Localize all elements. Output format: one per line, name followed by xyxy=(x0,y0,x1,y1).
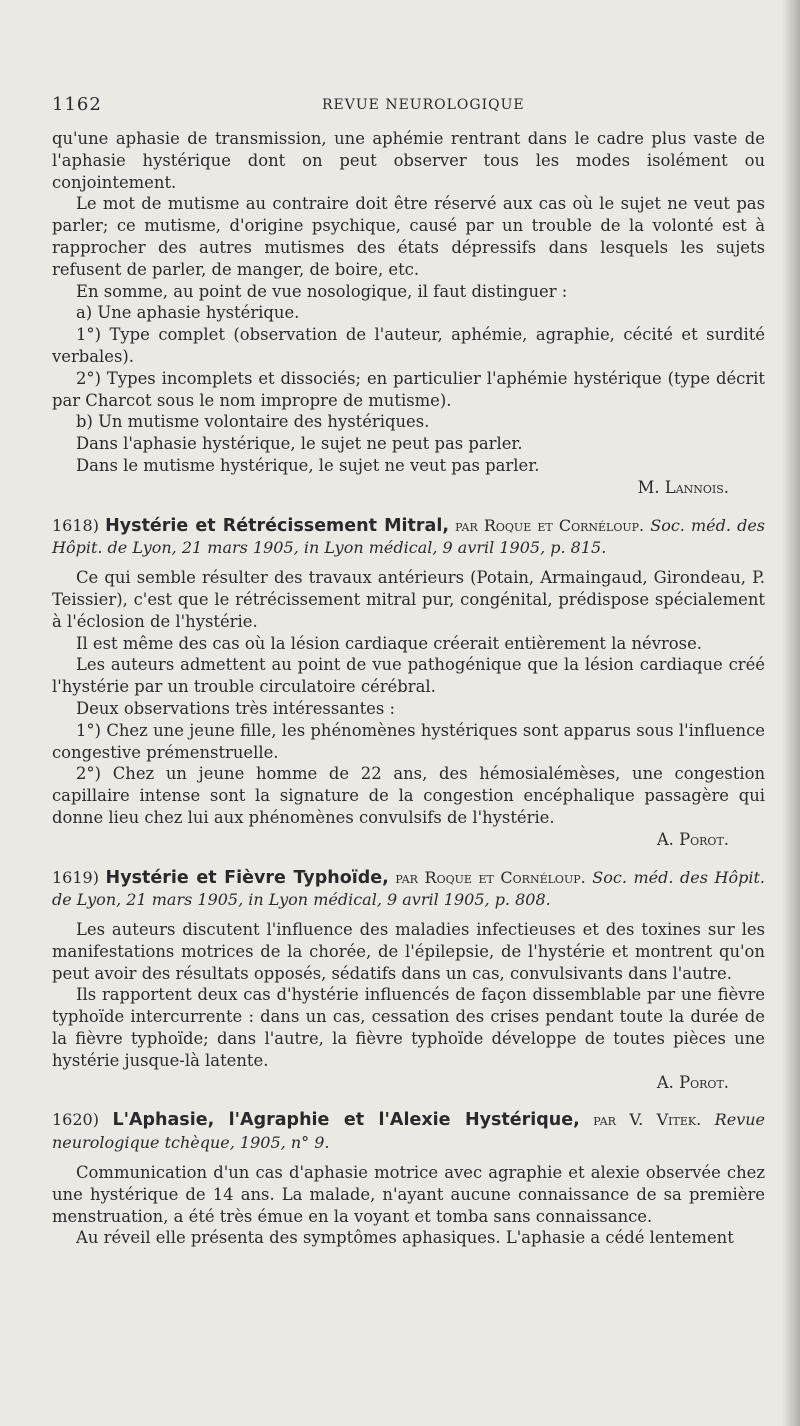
entry-paragraph: Les auteurs discutent l'influence des maladies infectieuses et des toxines sur les manifestations motrices de la chorée, de l'épilepsie, de l'hystérie et montrent qu'on peut avoir des résultats opposés, sédatifs dans un cas, convulsivants dans l'autre. xyxy=(52,920,765,983)
entry-source: Soc. méd. des Hôpit. de Lyon, 21 mars 1905, in Lyon médical, 9 avril 1905, p. 815. xyxy=(52,515,765,558)
page-edge-shadow xyxy=(782,0,800,1426)
entry-paragraph: Ce qui semble résulter des travaux antérieurs (Potain, Armaingaud, Girondeau, P. Teissier), c'est que le rétrécissement mitral pur, congénital, prédispose spécialement à l'éclosion de l'hystérie. xyxy=(52,568,765,631)
intro-paragraph: Le mot de mutisme au contraire doit être réservé aux cas où le sujet ne veut pas parler; ce mutisme, d'origine psychique, causé par un trouble de la volonté est à rapprocher des autres mutismes des états dépressifs dans lesquels les sujets refusent de parler, de manger, de boire, etc. xyxy=(52,194,765,279)
page-body xyxy=(52,128,765,1249)
intro-paragraph: 1°) Type complet (observation de l'auteur, aphémie, agraphie, cécité et surdité verbales). xyxy=(52,325,765,366)
entry-paragraph: Au réveil elle présenta des symptômes aphasiques. L'aphasie a cédé lentement xyxy=(76,1228,734,1248)
entry-title: Hystérie et Rétrécissement Mitral, xyxy=(105,515,449,536)
intro-paragraph: b) Un mutisme volontaire des hystériques. xyxy=(76,412,430,432)
entry-paragraph: Communication d'un cas d'aphasie motrice avec agraphie et alexie observée chez une hystérique de 14 ans. La malade, n'ayant aucune connaissance de sa première menstruation, a été très émue en la voyant et tomba sans connaissance. xyxy=(52,1163,765,1226)
entry-authors: par Roque et Cornéloup. xyxy=(455,515,645,535)
entry-paragraph: 2°) Chez un jeune homme de 22 ans, des hémosialémèses, une congestion capillaire intense sont la signature de la congestion encéphalique passagère qui donne lieu chez lui aux phénomènes convulsifs de l'hystérie. xyxy=(52,764,765,827)
intro-paragraph: a) Une aphasie hystérique. xyxy=(76,303,300,323)
entry-heading xyxy=(52,1109,765,1154)
entry-authors: par Roque et Cornéloup. xyxy=(395,867,586,887)
entry-number: 1619) xyxy=(52,867,99,887)
entry-paragraph: Deux observations très intéressantes : xyxy=(76,698,396,718)
page-header xyxy=(52,94,752,118)
entry-paragraph: 1°) Chez une jeune fille, les phénomènes hystériques sont apparus sous l'influence congestive prémenstruelle. xyxy=(52,720,765,762)
entry-authors: par V. Vitek. xyxy=(593,1110,702,1130)
page-number: 1162 xyxy=(52,94,102,115)
entry-heading xyxy=(52,867,765,912)
entry-title: Hystérie et Fièvre Typhoïde, xyxy=(105,867,389,888)
entry-heading xyxy=(52,515,765,560)
entry-paragraph: Il est même des cas où la lésion cardiaque créerait entièrement la névrose. xyxy=(76,633,702,653)
intro-paragraph: En somme, au point de vue nosologique, il faut distinguer : xyxy=(76,281,568,301)
signature: A. Porot. xyxy=(656,829,729,849)
entry-number: 1618) xyxy=(52,515,99,535)
signature: M. Lannois. xyxy=(637,477,729,497)
intro-paragraph: Dans le mutisme hystérique, le sujet ne veut pas parler. xyxy=(76,455,540,475)
entry-paragraph: Ils rapportent deux cas d'hystérie influencés de façon dissemblable par une fièvre typhoïde intercurrente : dans un cas, cessation des crises pendant toute la durée de la fièvre typhoïde; dans l'autre, la fièvre typhoïde développe de toutes pièces une hystérie jusque-là latente. xyxy=(52,985,765,1070)
entry-number: 1620) xyxy=(52,1110,99,1130)
entry-title: L'Aphasie, l'Agraphie et l'Alexie Hystérique, xyxy=(112,1110,580,1131)
running-title: REVUE NEUROLOGIQUE xyxy=(322,97,525,113)
entry-source: Revue neurologique tchèque, 1905, n° 9. xyxy=(52,1110,765,1153)
signature: A. Porot. xyxy=(656,1072,729,1092)
entry-source: Soc. méd. des Hôpit. de Lyon, 21 mars 1905, in Lyon médical, 9 avril 1905, p. 808. xyxy=(52,867,766,910)
entry-paragraph: Les auteurs admettent au point de vue pathogénique que la lésion cardiaque créé l'hystérie par un trouble circulatoire cérébral. xyxy=(52,655,765,697)
intro-paragraph: qu'une aphasie de transmission, une aphémie rentrant dans le cadre plus vaste de l'aphasie hystérique dont on peut observer tous les modes isolément ou conjointement. xyxy=(52,129,765,192)
intro-paragraph: Dans l'aphasie hystérique, le sujet ne peut pas parler. xyxy=(76,434,523,454)
intro-paragraph: 2°) Types incomplets et dissociés; en particulier l'aphémie hystérique (type décrit par Charcot sous le nom impropre de mutisme). xyxy=(52,368,765,410)
